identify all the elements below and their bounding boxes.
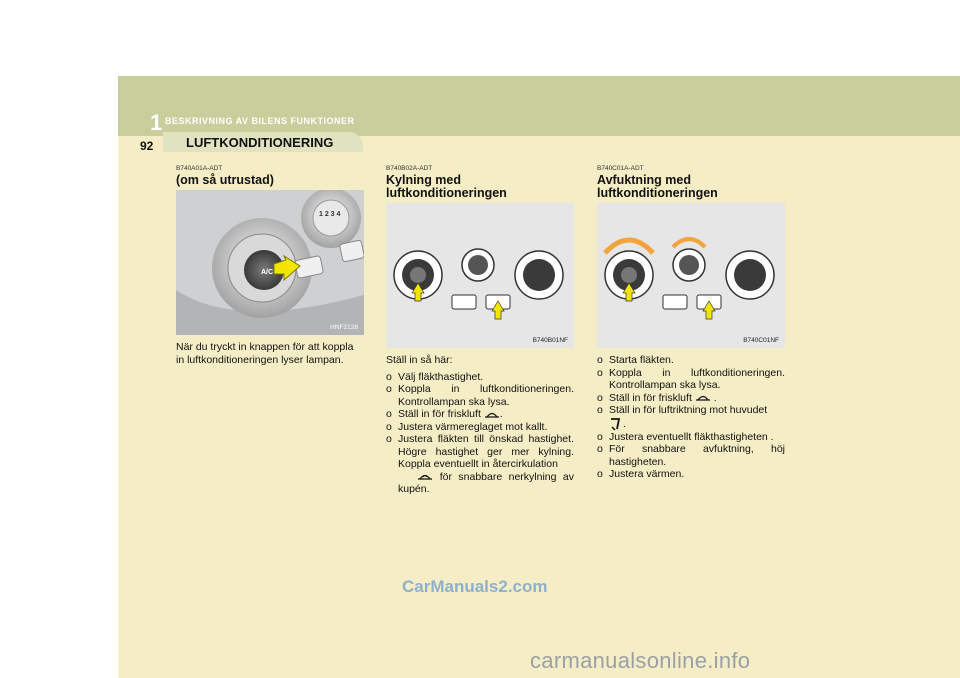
figure-caption: B740B01NF bbox=[532, 337, 568, 344]
figure-caption: B740C01NF bbox=[743, 337, 779, 344]
footer-watermark[interactable]: carmanualsonline.info bbox=[530, 648, 751, 673]
fan-knob-label: 1 2 3 4 bbox=[319, 211, 341, 218]
list-item: o Ställ in för luftriktning mot huvudet . bbox=[597, 404, 785, 431]
head-airflow-icon bbox=[609, 417, 623, 431]
list-item: o Koppla in luftkonditioneringen. Kontrollampan ska lysa. bbox=[386, 383, 574, 408]
list-item: o Ställ in för friskluft . bbox=[597, 392, 785, 405]
list-item: o Justera eventuellt fläkthastigheten . bbox=[597, 431, 785, 444]
header-band bbox=[118, 76, 960, 136]
section-title: LUFTKONDITIONERING bbox=[186, 135, 334, 150]
list-item: o Justera värmereglaget mot kallt. bbox=[386, 421, 574, 434]
list-item: o Starta fläkten. bbox=[597, 354, 785, 367]
section-code: B740A01A-ADT bbox=[176, 165, 223, 172]
chapter-title: BESKRIVNING AV BILENS FUNKTIONER bbox=[165, 116, 355, 126]
cooling-panel-drawing bbox=[386, 203, 574, 348]
section-heading: (om så utrustad) bbox=[176, 173, 274, 187]
cooling-panel-illustration bbox=[386, 203, 574, 348]
dehumidify-panel-drawing bbox=[597, 203, 785, 348]
ac-button-photo bbox=[176, 190, 364, 335]
list-item: o Koppla in luftkonditioneringen. Kontrollampan ska lysa. bbox=[597, 367, 785, 392]
section-body bbox=[386, 354, 574, 496]
column-3 bbox=[597, 165, 785, 481]
watermark[interactable]: CarManuals2.com bbox=[402, 577, 548, 596]
list-item: o Justera värmen. bbox=[597, 468, 785, 481]
recirculation-icon bbox=[417, 472, 433, 481]
list-item: o För snabbare avfuktning, höj hastigheten. bbox=[597, 443, 785, 468]
fresh-air-icon bbox=[695, 393, 711, 402]
section-body bbox=[176, 341, 364, 366]
paragraph: När du tryckt in knappen för att koppla in luftkonditioneringen lyser lampan. bbox=[176, 341, 354, 366]
dehumidify-panel-illustration bbox=[597, 203, 785, 348]
section-heading: Avfuktning med luftkonditioneringen bbox=[597, 173, 718, 200]
instruction-list bbox=[597, 354, 785, 481]
section-code: B740B02A-ADT bbox=[386, 165, 433, 172]
intro: Ställ in så här: bbox=[386, 354, 453, 366]
ac-knob-label: A/C bbox=[261, 269, 274, 276]
instruction-list bbox=[386, 371, 574, 496]
chapter-number: 1 bbox=[150, 110, 163, 135]
list-item: o Justera fläkten till önskad hastighet. Högre hastighet ger mer kylning. Koppla eventuellt in återcirkulation för snabbare nerkylning av kupén. bbox=[386, 433, 574, 496]
list-item: o Ställ in för friskluft . bbox=[386, 408, 574, 421]
section-heading: Kylning med luftkonditioneringen bbox=[386, 173, 507, 200]
column-2 bbox=[386, 165, 574, 496]
list-item: o Välj fläkthastighet. bbox=[386, 371, 574, 384]
section-code: B740C01A-ADT bbox=[597, 165, 644, 172]
ac-button-photo-drawing bbox=[176, 190, 364, 335]
section-body bbox=[597, 354, 785, 481]
figure-caption: HNF2128 bbox=[330, 324, 358, 331]
column-1 bbox=[176, 165, 364, 366]
page-number: 92 bbox=[140, 139, 154, 153]
fresh-air-icon bbox=[484, 410, 500, 419]
